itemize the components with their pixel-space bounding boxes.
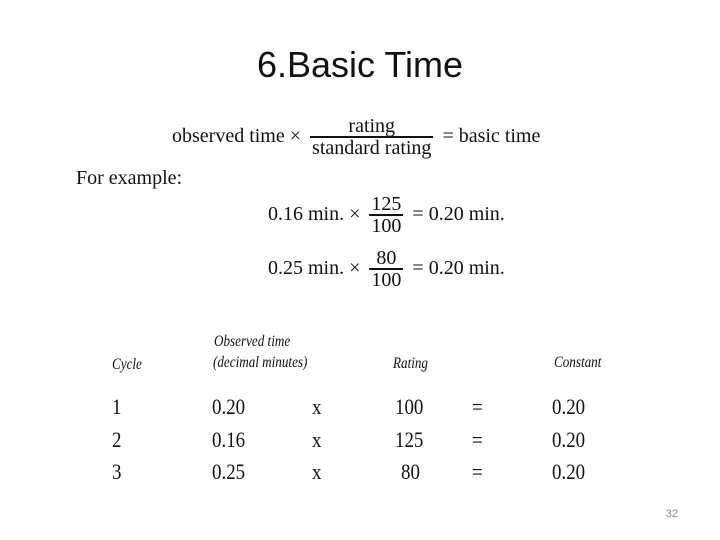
cell-constant: 0.20: [552, 459, 586, 484]
formula-times-sign: ×: [289, 125, 302, 148]
header-decimal-minutes: (decimal minutes): [213, 354, 308, 371]
cell-cycle: 3: [112, 459, 122, 484]
cell-observed: 0.20: [212, 394, 246, 419]
example-observed: 0.16 min.: [268, 203, 345, 226]
formula-equals-sign: =: [442, 125, 454, 148]
header-observed-time: Observed time: [214, 333, 291, 350]
cell-equals-sign: =: [472, 459, 483, 484]
cell-constant: 0.20: [552, 394, 586, 419]
cell-equals-sign: =: [472, 394, 483, 419]
example-equation-1: [268, 194, 505, 237]
header-cycle: Cycle: [112, 356, 142, 373]
example-numerator: 80: [376, 247, 397, 269]
example-equals-sign: =: [412, 203, 424, 226]
header-rating: Rating: [393, 355, 428, 372]
example-equals-sign: =: [412, 257, 424, 280]
cell-equals-sign: =: [472, 427, 483, 452]
example-result: 0.20 min.: [428, 203, 505, 226]
cell-cycle: 1: [112, 394, 122, 419]
example-result: 0.20 min.: [428, 257, 505, 280]
example-fraction: [369, 248, 403, 291]
cell-times-sign: x: [312, 427, 322, 452]
formula-numerator: rating: [348, 115, 396, 137]
basic-time-formula: [172, 116, 540, 159]
formula-result: basic time: [458, 125, 541, 148]
slide-number: 32: [665, 508, 678, 520]
cell-observed: 0.25: [212, 459, 246, 484]
header-constant: Constant: [554, 354, 602, 371]
cell-rating: 100: [395, 394, 424, 419]
example-label: For example:: [76, 167, 183, 189]
example-denominator: 100: [371, 269, 402, 291]
cell-times-sign: x: [312, 394, 322, 419]
cell-times-sign: x: [312, 459, 322, 484]
formula-fraction: [310, 116, 433, 159]
example-observed: 0.25 min.: [268, 257, 345, 280]
cell-observed: 0.16: [212, 427, 246, 452]
example-numerator: 125: [371, 193, 402, 215]
example-times-sign: ×: [349, 257, 361, 280]
example-equation-2: [268, 248, 505, 291]
formula-observed-time: observed time: [172, 125, 285, 148]
cell-cycle: 2: [112, 427, 122, 452]
slide-title: 6.Basic Time: [256, 44, 464, 85]
example-times-sign: ×: [349, 203, 361, 226]
example-denominator: 100: [371, 215, 402, 237]
cell-constant: 0.20: [552, 427, 586, 452]
example-fraction: [369, 194, 403, 237]
cell-rating: 125: [395, 427, 424, 452]
cell-rating: 80: [401, 459, 420, 484]
formula-denominator: standard rating: [312, 137, 432, 159]
